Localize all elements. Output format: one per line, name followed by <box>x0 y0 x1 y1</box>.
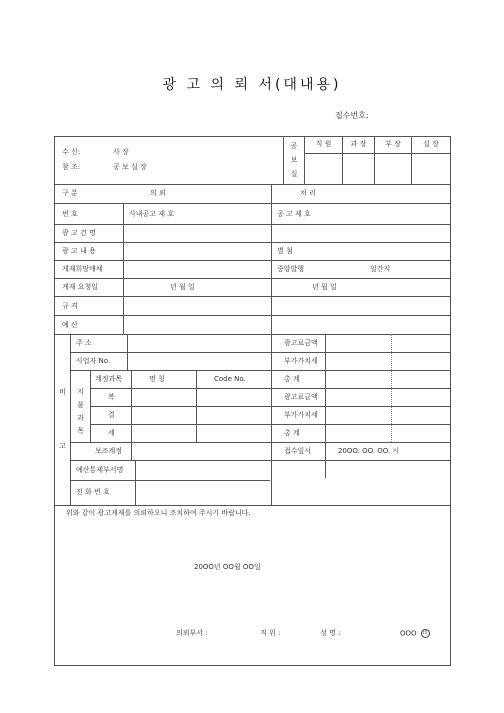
acct-line-label: 세 <box>108 429 115 437</box>
rule-dept-column <box>135 460 136 505</box>
rule-row-3 <box>54 260 451 261</box>
process-date-value: 년 월 일 <box>312 283 337 291</box>
rule-row-6 <box>54 315 451 316</box>
rule-remark-top-column <box>127 334 128 370</box>
media-label: 게재희망매체 <box>62 265 103 273</box>
ad-content-label: 광 고 내 용 <box>62 247 96 255</box>
rule-remark-8 <box>70 480 270 481</box>
rule-remark-2 <box>70 370 451 371</box>
support-label-char: 목 <box>77 427 84 435</box>
remarks-label-char: 비 <box>59 388 66 396</box>
rule-name-column <box>196 370 197 442</box>
request-text: 위와 같이 광고게재를 의뢰하오니 조치하여 주시기 바랍니다. <box>66 509 251 517</box>
cc-label: 참 조: <box>62 163 81 171</box>
support-label-char: 불 <box>77 401 84 409</box>
rule-approval-bottom <box>54 184 451 185</box>
acct-line-label: 복 <box>108 393 115 401</box>
spec-label: 규 격 <box>62 302 78 310</box>
receipt-number-label: 접수번호: <box>335 111 369 120</box>
attachment-label: 별 첨 <box>277 247 293 255</box>
date-line: 20OO년 OO월 OO일 <box>194 563 261 571</box>
central-label: 중앙발행 <box>277 265 305 273</box>
subsidy-label: 보조계정 <box>95 447 123 455</box>
number-value: 사내공고 제 호 <box>129 210 175 218</box>
rule-header-bottom <box>54 203 451 204</box>
approval-col-section-chief: 과 장 <box>350 140 367 148</box>
signature-dept-label: 의뢰부서 : <box>176 629 208 637</box>
acct-label: 계정과목 <box>95 375 123 383</box>
rule-remarks-bottom <box>54 505 451 506</box>
daily-label: 일간지 <box>370 265 391 273</box>
signature-position-label: 직 위 : <box>260 629 281 637</box>
border-right <box>450 136 451 666</box>
rule-remark-7 <box>70 460 451 461</box>
rule-label-column <box>123 203 124 334</box>
rule-acct-column <box>131 370 132 460</box>
form-title: 광 고 의 뢰 서(대내용) <box>162 77 342 93</box>
rule-support-column <box>90 370 91 442</box>
rule-row-1 <box>54 224 451 225</box>
total-label: 총 계 <box>284 375 300 383</box>
ad-number-label: 공 고 제 호 <box>277 210 311 218</box>
phone-label: 전 화 번 호 <box>76 488 110 496</box>
ad-fee-label: 광고료금액 <box>284 339 318 347</box>
rule-row-4 <box>54 278 451 279</box>
support-label-char: 지 <box>77 388 84 396</box>
receipt-date-value: 20OO. OO. OO. 시 <box>338 447 400 455</box>
header-category: 구 분 <box>62 189 78 197</box>
rule-approval-header <box>304 153 451 154</box>
address-label: 주 소 <box>76 339 92 347</box>
approval-col-dept-head: 부 장 <box>385 140 401 148</box>
rule-remark-6 <box>70 442 451 443</box>
border-left <box>54 136 55 666</box>
border-top <box>54 136 451 137</box>
name-column-label: 명 칭 <box>149 375 165 383</box>
seal-icon: 印 <box>422 630 428 636</box>
vat-label: 부가가치세 <box>284 357 318 365</box>
total-label: 총 계 <box>284 429 300 437</box>
cc-value: 공 보 실 장 <box>113 163 147 171</box>
remarks-label-char: 고 <box>59 442 66 450</box>
approval-office-char: 실 <box>290 170 298 178</box>
receipt-date-label: 접수일시 <box>284 447 312 455</box>
signature-name-label: 성 명 : <box>320 629 341 637</box>
request-date-value: 년 월 일 <box>170 283 195 291</box>
request-date-label: 게재 요청일 <box>62 283 99 291</box>
support-label-char: 과 <box>77 414 84 422</box>
budget-dept-label: 예산통제부서명 <box>76 466 124 474</box>
rule-row-2 <box>54 242 451 243</box>
business-no-label: 사업자 No. <box>76 357 111 365</box>
dotted-divider <box>391 334 392 442</box>
acct-line-label: 결 <box>108 411 115 419</box>
rule-fee-column <box>325 334 326 478</box>
signature-name-value: OOO <box>400 629 417 638</box>
header-processing: 처 리 <box>300 189 316 197</box>
to-value: 사 장 <box>113 148 129 156</box>
budget-label: 예 산 <box>62 321 78 329</box>
rule-middle-column <box>271 184 272 505</box>
ad-fee-label: 광고료금액 <box>284 393 318 401</box>
signature-name-field <box>400 629 430 639</box>
code-column-label: Code No. <box>214 375 246 383</box>
ad-title-label: 광 고 건 명 <box>62 229 96 237</box>
header-request: 의 뢰 <box>150 189 166 197</box>
approval-office-char: 공 <box>290 142 298 150</box>
to-label: 수 신: <box>62 148 81 156</box>
number-label: 번 호 <box>62 210 78 218</box>
approval-office-char: 보 <box>290 156 298 164</box>
rule-row-5 <box>54 296 451 297</box>
approval-col-office-head: 실 장 <box>423 140 439 148</box>
border-bottom <box>54 665 451 666</box>
approval-col-staff: 직 원 <box>315 140 332 148</box>
vat-label: 부가가치세 <box>284 411 318 419</box>
